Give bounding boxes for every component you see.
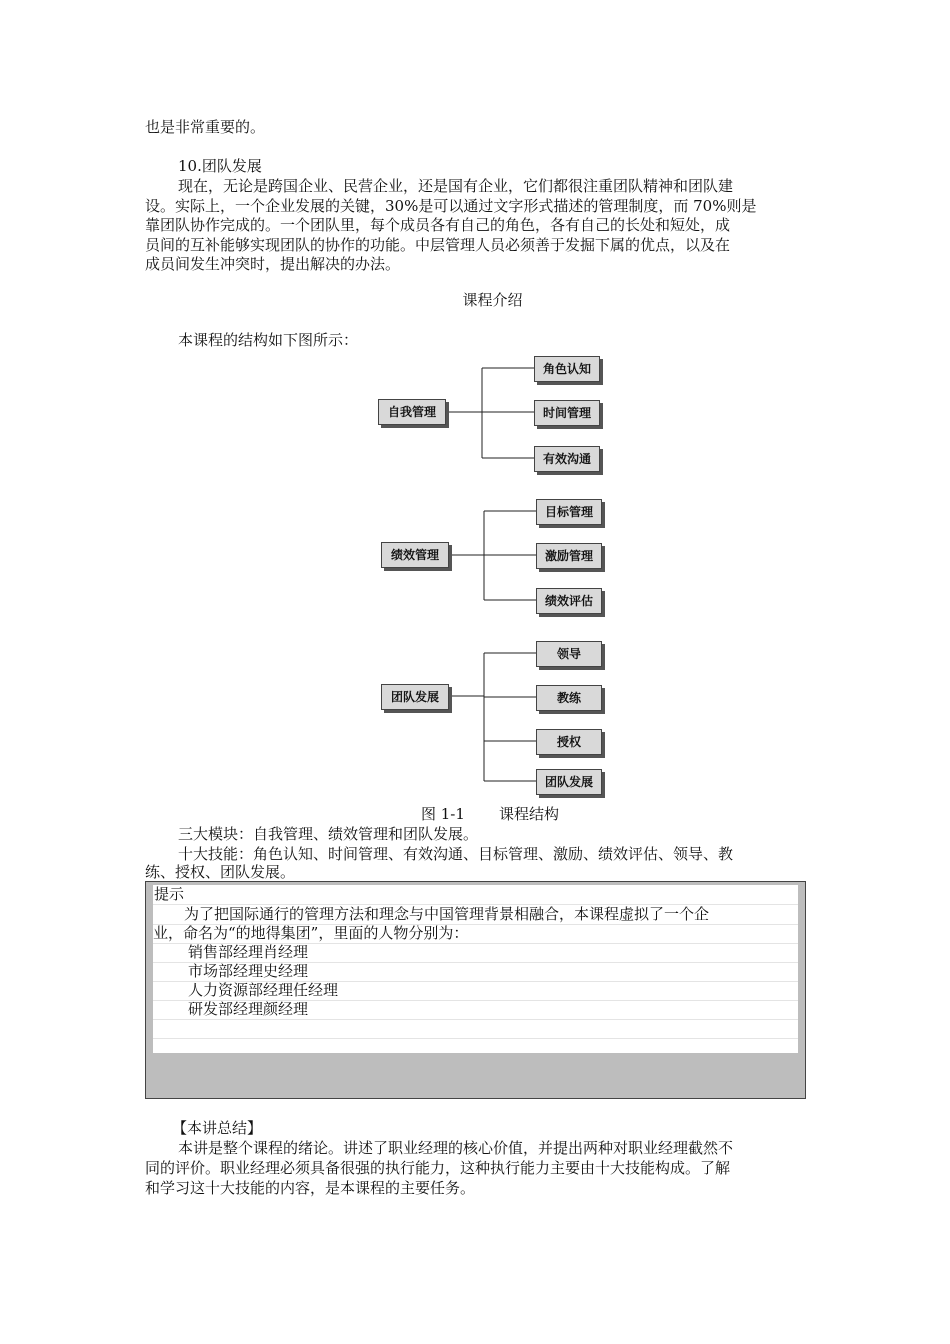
tip-person: 销售部经理肖经理	[153, 943, 798, 963]
node-empowerment: 授权	[536, 729, 602, 755]
summary-text: 本讲是整个课程的绪论。讲述了职业经理的核心价值，并提出两种对职业经理截然不	[178, 1139, 734, 1157]
paragraph-text: 员间的互补能够实现团队的协作的功能。中层管理人员必须善于发掘下属的优点，以及在	[145, 236, 731, 254]
paragraph-text: 靠团队协作完成的。一个团队里，每个成员各有自己的角色，各有自己的长处和短处，成	[145, 216, 731, 234]
figure-number: 图 1-1	[421, 805, 465, 823]
summary-title: 【本讲总结】	[172, 1119, 263, 1137]
figure-caption	[421, 804, 559, 824]
paragraph-text: 练、授权、团队发展。	[145, 863, 296, 881]
paragraph-text: 三大模块：自我管理、绩效管理和团队发展。	[178, 825, 479, 843]
paragraph-text: 设。实际上，一个企业发展的关键，30%是可以通过文字形式描述的管理制度，而 70%则是	[145, 197, 757, 215]
summary-text: 同的评价。职业经理必须具备很强的执行能力，这种执行能力主要由十大技能构成。了解	[145, 1159, 731, 1177]
paragraph-text: 成员间发生冲突时，提出解决的办法。	[145, 255, 401, 273]
node-role-cognition: 角色认知	[534, 356, 600, 382]
tip-person: 研发部经理颜经理	[153, 1000, 798, 1020]
node-motivation-management: 激励管理	[536, 543, 602, 569]
tip-person: 人力资源部经理任经理	[153, 981, 798, 1001]
section-title: 课程介绍	[462, 291, 523, 309]
node-team-development: 团队发展	[381, 684, 449, 710]
node-goal-management: 目标管理	[536, 499, 602, 525]
paragraph-text: 现在，无论是跨国企业、民营企业，还是国有企业，它们都很注重团队精神和团队建	[178, 177, 734, 195]
node-performance-management: 绩效管理	[381, 542, 449, 568]
tip-content	[153, 885, 798, 1053]
summary-text: 和学习这十大技能的内容，是本课程的主要任务。	[145, 1179, 476, 1197]
course-structure-diagram	[360, 352, 620, 802]
node-performance-evaluation: 绩效评估	[536, 588, 602, 614]
node-team-development-skill: 团队发展	[536, 769, 602, 795]
paragraph-text: 也是非常重要的。	[145, 118, 266, 136]
paragraph-text: 十大技能：角色认知、时间管理、有效沟通、目标管理、激励、绩效评估、领导、教	[178, 845, 734, 863]
node-leadership: 领导	[536, 641, 602, 667]
paragraph-text: 本课程的结构如下图所示：	[178, 331, 359, 349]
node-coaching: 教练	[536, 685, 602, 711]
tip-text: 为了把国际通行的管理方法和理念与中国管理背景相融合，本课程虚拟了一个企	[153, 905, 798, 925]
tip-person: 市场部经理史经理	[153, 962, 798, 982]
section-heading: 10.团队发展	[178, 157, 262, 175]
tip-blank-line	[153, 1019, 798, 1039]
node-time-management: 时间管理	[534, 400, 600, 426]
tip-text: 业，命名为“的地得集团”，里面的人物分别为：	[153, 924, 798, 944]
node-effective-communication: 有效沟通	[534, 446, 600, 472]
tip-label: 提示	[153, 885, 798, 905]
node-self-management: 自我管理	[378, 399, 446, 425]
figure-title: 课程结构	[498, 805, 559, 823]
tip-box	[145, 881, 806, 1099]
